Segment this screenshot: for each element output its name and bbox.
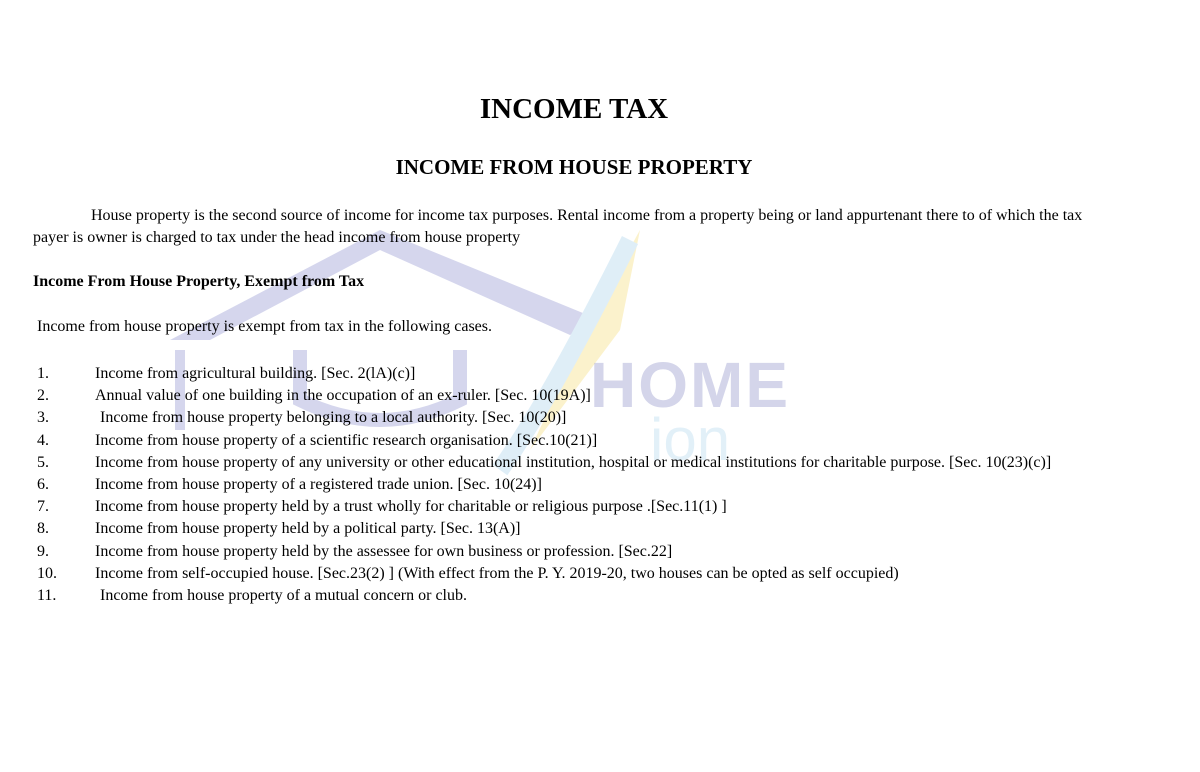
list-item-text: Income from house property of a mutual concern or club. <box>100 587 467 605</box>
list-item <box>37 518 1117 540</box>
list-item <box>37 363 1117 385</box>
list-item-number: 2. <box>37 387 49 405</box>
list-item-text: Income from house property of a scientific research organisation. [Sec.10(21)] <box>95 431 598 449</box>
list-item-text: Income from house property belonging to a local authority. [Sec. 10(20)] <box>100 409 567 427</box>
list-item-text: Income from agricultural building. [Sec. 2(lA)(c)] <box>95 365 416 382</box>
watermark-text: HOME <box>590 349 790 421</box>
list-item <box>37 452 1117 474</box>
list-item-number: 6. <box>37 476 49 494</box>
list-item-text: Income from house property of any university or other educational institution, hospital or medical institutions for charitable purpose. [Sec. 10(23)(c)] <box>95 453 1052 471</box>
list-item-number: 1. <box>37 365 49 382</box>
section-heading: Income From House Property, Exempt from Tax <box>33 273 365 290</box>
list-item-text: Income from house property of a registered trade union. [Sec. 10(24)] <box>95 476 542 494</box>
list-item <box>37 474 1117 496</box>
list-item-number: 10. <box>37 564 57 582</box>
list-item-number: 7. <box>37 498 49 516</box>
list-item-text: Income from house property held by a trust wholly for charitable or religious purpose .[Sec.11(1) ] <box>95 498 727 516</box>
list-item-text: Annual value of one building in the occupation of an ex-ruler. [Sec. 10(19A)] <box>95 387 591 405</box>
list-item <box>37 585 1117 607</box>
exemption-list <box>37 363 1117 607</box>
list-item <box>37 496 1117 518</box>
lead-sentence: Income from house property is exempt from tax in the following cases. <box>37 318 492 335</box>
list-item-text: Income from house property held by the assessee for own business or profession. [Sec.22] <box>95 542 673 560</box>
list-item-number: 11. <box>37 587 57 605</box>
page-subtitle: INCOME FROM HOUSE PROPERTY <box>395 155 753 179</box>
list-item-number: 8. <box>37 520 49 538</box>
list-item <box>37 541 1117 563</box>
list-item <box>37 563 1117 585</box>
list-item-number: 3. <box>37 409 49 427</box>
list-item <box>37 430 1117 452</box>
list-item-number: 9. <box>37 542 49 560</box>
list-item-number: 4. <box>37 431 49 449</box>
list-item-text: Income from self-occupied house. [Sec.23(2) ] (With effect from the P. Y. 2019-20, two houses can be opted as self occupied) <box>95 564 899 582</box>
watermark-text-secondary: ion <box>650 406 731 473</box>
list-item <box>37 385 1117 407</box>
list-item <box>37 407 1117 429</box>
page-title: INCOME TAX <box>479 93 669 125</box>
intro-paragraph: House property is the second source of income for income tax purposes. Rental income from a property being or land appurtenant there to of which the tax payer is owner is charged to tax under the head income from house property <box>33 207 1083 246</box>
list-item-text: Income from house property held by a political party. [Sec. 13(A)] <box>95 520 521 538</box>
list-item-number: 5. <box>37 453 49 471</box>
